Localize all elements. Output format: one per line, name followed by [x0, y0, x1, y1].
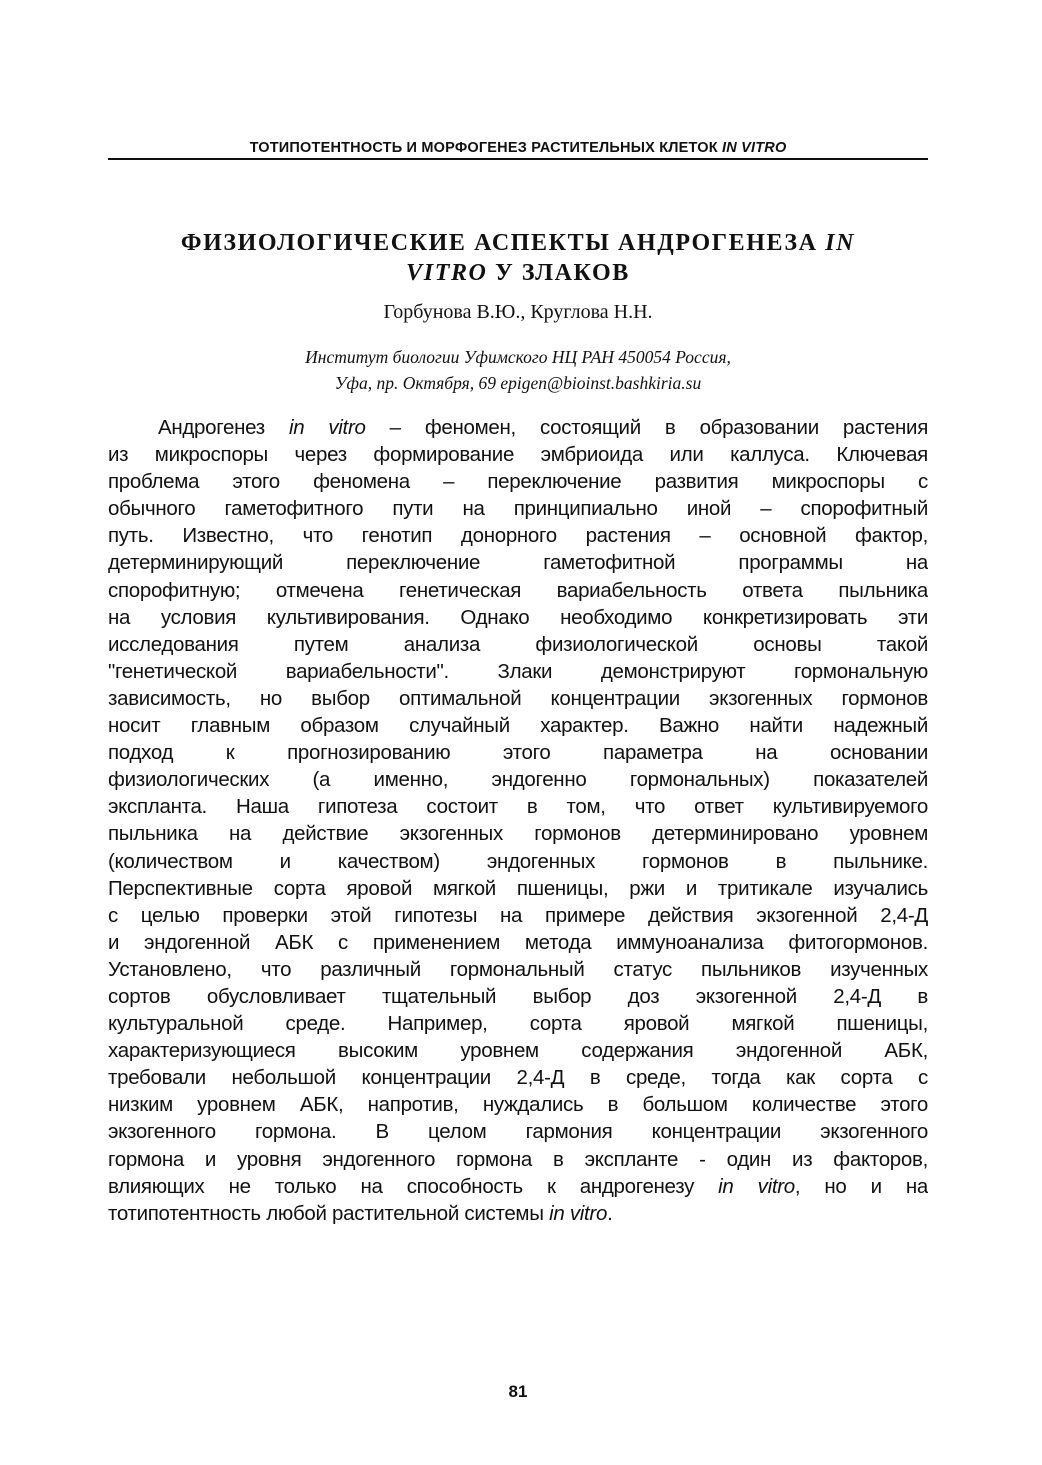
- body-text: , но и на: [794, 1174, 928, 1198]
- body-text: Андрогенез: [158, 416, 265, 439]
- affiliation-line-1: Институт биологии Уфимского НЦ РАН 450054 Россия,: [305, 347, 731, 367]
- body-line: "генетической вариабельности". Злаки демонстрируют гормональную: [108, 659, 928, 683]
- body-line: из микроспоры через формирование эмбриоида или каллуса. Ключевая: [108, 443, 928, 467]
- body-line: обычного гаметофитного пути на принципиально иной – спорофитный: [108, 497, 928, 521]
- body-line: детерминирующий переключение гаметофитной программы на: [108, 551, 928, 575]
- body-line: [108, 414, 928, 441]
- body-line: требовали небольшой концентрации 2,4-Д в среде, тогда как сорта с: [108, 1066, 928, 1090]
- affiliation: [108, 344, 928, 396]
- running-header-main: ТОТИПОТЕНТНОСТЬ И МОРФОГЕНЕЗ РАСТИТЕЛЬНЫХ КЛЕТОК: [249, 140, 718, 156]
- body-line: исследования путем анализа физиологической основы такой: [108, 632, 928, 656]
- title-line-1-text: ФИЗИОЛОГИЧЕСКИЕ АСПЕКТЫ АНДРОГЕНЕЗА: [180, 230, 818, 256]
- body-line: зависимость, но выбор оптимальной концентрации экзогенных гормонов: [108, 686, 928, 710]
- body-line: проблема этого феномена – переключение развития микроспоры с: [108, 470, 928, 494]
- body-line: экспланта. Наша гипотеза состоит в том, что ответ культивируемого: [108, 795, 928, 819]
- body-line: [108, 1173, 928, 1200]
- body-line: (количеством и качеством) эндогенных гормонов в пыльнике.: [108, 849, 928, 873]
- body-line: Перспективные сорта яровой мягкой пшеницы, ржи и тритикале изучались: [108, 876, 928, 900]
- body-text: – феномен, состоящий в образовании растения: [389, 416, 928, 439]
- body-line: пыльника на действие экзогенных гормонов детерминировано уровнем: [108, 822, 928, 846]
- body-line: [108, 1200, 928, 1227]
- body-line: с целью проверки этой гипотезы на примере действия экзогенной 2,4-Д: [108, 903, 928, 927]
- authors: Горбунова В.Ю., Круглова Н.Н.: [383, 301, 653, 323]
- body-italic: in vitro: [288, 416, 366, 439]
- title-line-1: [108, 228, 928, 258]
- body-line: культуральной среде. Например, сорта яровой мягкой пшеницы,: [108, 1012, 928, 1036]
- title-line-1-italic: IN: [825, 230, 856, 256]
- body-line: и эндогенной АБК с применением метода иммуноанализа фитогормонов.: [108, 930, 928, 954]
- body-italic: in vitro: [549, 1201, 608, 1225]
- body-line: спорофитную; отмечена генетическая вариабельность ответа пыльника: [108, 578, 928, 602]
- body-line: сортов обусловливает тщательный выбор доз экзогенной 2,4-Д в: [108, 984, 928, 1008]
- body-line: физиологических (а именно, эндогенно гормональных) показателей: [108, 768, 928, 792]
- body-text: влияющих не только на способность к андрогенезу: [108, 1174, 695, 1198]
- article-title: [108, 228, 928, 288]
- running-header-text: [108, 140, 928, 156]
- running-header: [108, 140, 928, 160]
- title-line-2-italic: VITRO: [406, 260, 488, 286]
- body-line: гормона и уровня эндогенного гормона в экспланте - один из факторов,: [108, 1147, 928, 1171]
- body-line: экзогенного гормона. В целом гармония концентрации экзогенного: [108, 1120, 928, 1144]
- page-number: 81: [508, 1382, 528, 1401]
- abstract-body: [108, 414, 928, 1227]
- body-line: низким уровнем АБК, напротив, нуждались в большом количестве этого: [108, 1093, 928, 1117]
- body-text: .: [607, 1201, 613, 1225]
- body-line: подход к прогнозированию этого параметра на основании: [108, 741, 928, 765]
- running-header-italic: IN VITRO: [721, 140, 787, 156]
- body-italic: in vitro: [718, 1174, 795, 1198]
- title-line-2: [108, 258, 928, 288]
- affiliation-line-2: Уфа, пр. Октября, 69 epigen@bioinst.bashkiria.su: [334, 373, 702, 393]
- body-line: на условия культивирования. Однако необходимо конкретизировать эти: [108, 605, 928, 629]
- body-text: тотипотентность любой растительной системы: [108, 1201, 544, 1225]
- title-line-2-text: У ЗЛАКОВ: [495, 260, 630, 286]
- body-line: носит главным образом случайный характер. Важно найти надежный: [108, 714, 928, 738]
- body-line: путь. Известно, что генотип донорного растения – основной фактор,: [108, 524, 928, 548]
- body-line: Установлено, что различный гормональный статус пыльников изученных: [108, 957, 928, 981]
- body-line: характеризующиеся высоким уровнем содержания эндогенной АБК,: [108, 1039, 928, 1063]
